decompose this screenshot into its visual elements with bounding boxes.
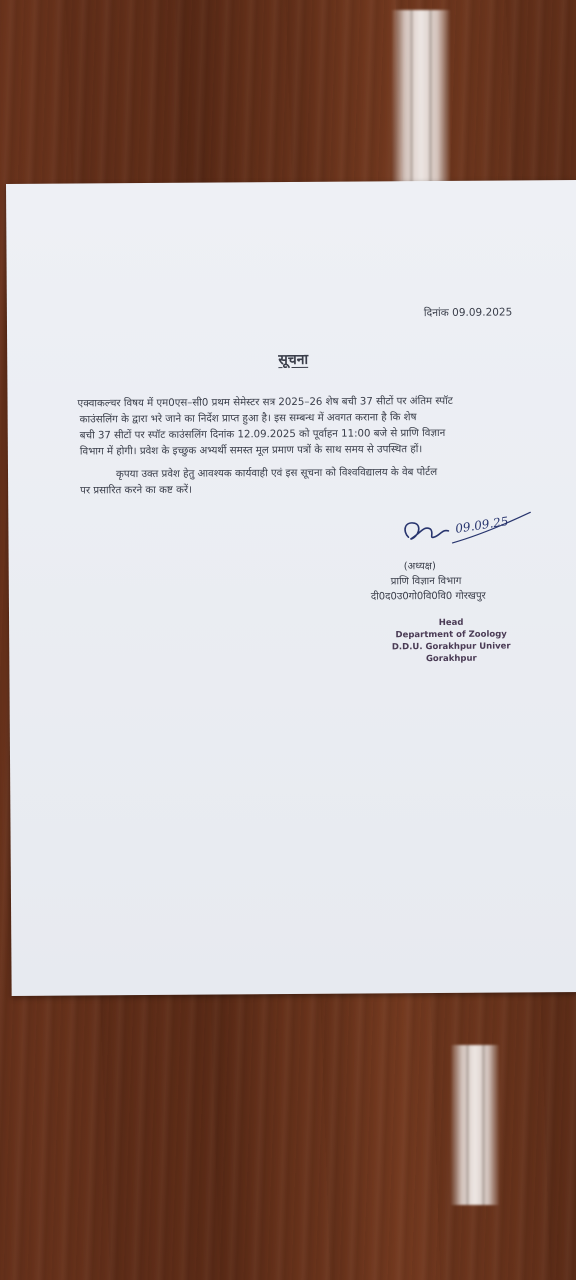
office-stamp — [371, 616, 531, 665]
notice-heading: सूचना — [278, 351, 309, 369]
stamp-line: Department of Zoology — [395, 629, 507, 641]
window-reflection-top — [392, 10, 450, 190]
stamp-line: Head — [438, 617, 464, 628]
paragraph-line: कृपया उक्त प्रवेश हेतु आवश्यक कार्यवाही एवं इस सूचना को विश्वविद्यालय के वेब पोर्टल — [115, 466, 438, 481]
window-reflection-bottom — [451, 1045, 499, 1205]
paragraph-line: पर प्रसारित करने का कष्ट करें। — [80, 484, 192, 497]
paragraph-line: काउंसलिंग के द्वारा भरे जाने का निर्देश प्राप्त हुआ है। इस सम्बन्ध में अवगत कराना है कि शेष — [79, 412, 417, 426]
paragraph-line: एक्वाकल्चर विषय में एम0एस–सी0 प्रथम सेमेस्टर सत्र 2025–26 शेष बची 37 सीटों पर अंतिम स्पॉट — [77, 395, 453, 410]
notice-date: दिनांक 09.09.2025 — [423, 306, 513, 320]
signatory-department: प्राणि विज्ञान विभाग — [390, 575, 462, 588]
stamp-line: D.D.U. Gorakhpur Univer — [391, 641, 511, 653]
signature-date: 09.09.25 — [454, 514, 510, 536]
paragraph-line: बची 37 सीटों पर स्पॉट काउंसलिंग दिनांक 12.09.2025 को पूर्वाहन 11:00 बजे से प्राणि विज्ञान — [79, 427, 446, 442]
notice-paper — [6, 180, 576, 996]
paragraph-line: विभाग में होगी। प्रवेश के इच्छुक अभ्यर्थी समस्त मूल प्रमाण पत्रों के साथ समय से उपस्थित हों। — [79, 444, 423, 458]
signatory-designation: (अध्यक्ष) — [403, 561, 436, 573]
signatory-university: दी0द0उ0गो0वि0वि0 गोरखपुर — [370, 590, 486, 603]
stamp-line: Gorakhpur — [425, 653, 477, 665]
